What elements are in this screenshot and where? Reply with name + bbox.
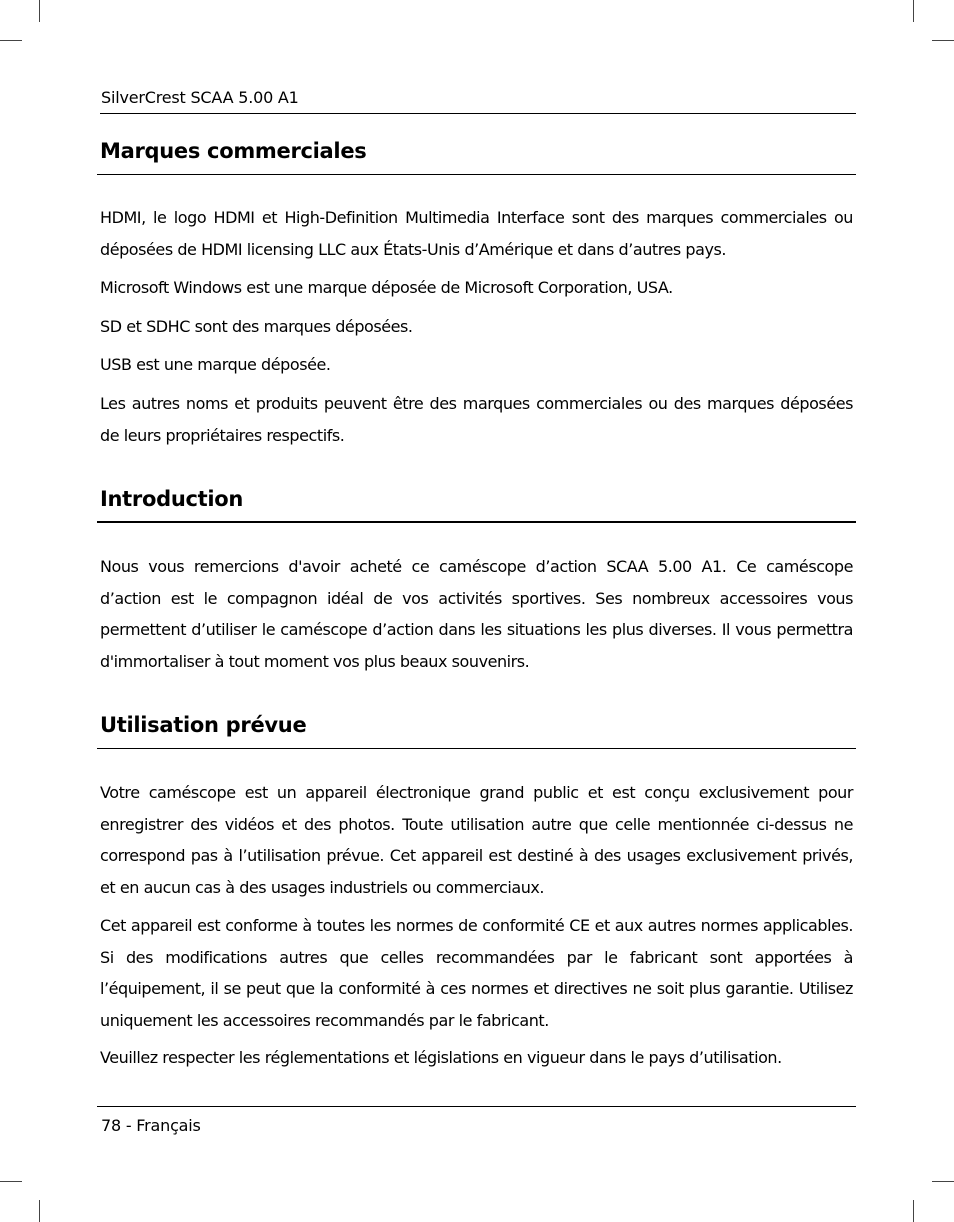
trademarks-paragraph-hdmi: HDMI, le logo HDMI et High-Definition Multimedia Interface sont des marques commerciales ou déposées de HDMI licensing LLC aux États-Unis d’Amérique et dans d’autres pays. — [100, 208, 853, 259]
header-product-name: SilverCrest SCAA 5.00 A1 — [101, 88, 299, 107]
crop-mark-top-left-v — [39, 0, 40, 22]
intended-use-paragraph-conformity: Cet appareil est conforme à toutes les normes de conformité CE et aux autres normes applicables. Si des modifications autres que celles recommandées par le fabricant sont apportées à l’équipement, il se peut que la conformité à ces normes et directives ne soit plus garantie. Utilisez uniquement les accessoires recommandés par le fabricant. — [100, 916, 853, 1030]
trademarks-paragraph-others: Les autres noms et produits peuvent être des marques commerciales ou des marques déposées de leurs propriétaires respectifs. — [100, 394, 853, 445]
trademarks-paragraph-sd: SD et SDHC sont des marques déposées. — [100, 317, 413, 336]
section-rule-introduction — [97, 521, 856, 523]
section-title-introduction: Introduction — [100, 487, 244, 511]
section-title-trademarks: Marques commerciales — [100, 139, 367, 163]
page-header — [100, 86, 856, 114]
section-rule-trademarks — [97, 174, 856, 175]
introduction-paragraph: Nous vous remercions d'avoir acheté ce caméscope d’action SCAA 5.00 A1. Ce caméscope d’action est le compagnon idéal de vos activités sportives. Ses nombreux accessoires vous permettent d’utiliser le caméscope d’action dans les situations les plus diverses. Il vous permettra d'immortaliser à tout moment vos plus beaux souvenirs. — [100, 557, 853, 671]
crop-mark-top-right-v — [913, 0, 914, 22]
trademarks-paragraph-usb: USB est une marque déposée. — [100, 355, 331, 374]
section-rule-intended-use — [97, 748, 856, 749]
footer-page-label: 78 - Français — [101, 1116, 201, 1135]
intended-use-paragraph-regulations: Veuillez respecter les réglementations et législations en vigueur dans le pays d’utilisation. — [100, 1048, 782, 1067]
page-footer — [97, 1106, 856, 1137]
crop-mark-bottom-left-h — [0, 1181, 22, 1182]
crop-mark-top-left-h — [0, 40, 22, 41]
trademarks-paragraph-microsoft: Microsoft Windows est une marque déposée de Microsoft Corporation, USA. — [100, 278, 673, 297]
intended-use-paragraph-purpose: Votre caméscope est un appareil électronique grand public et est conçu exclusivement pour enregistrer des vidéos et des photos. Toute utilisation autre que celle mentionnée ci-dessus ne correspond pas à l’utilisation prévue. Cet appareil est destiné à des usages exclusivement privés, et en aucun cas à des usages industriels ou commerciaux. — [100, 783, 853, 897]
crop-mark-top-right-h — [932, 40, 954, 41]
crop-mark-bottom-right-h — [932, 1181, 954, 1182]
crop-mark-bottom-left-v — [39, 1200, 40, 1222]
crop-mark-bottom-right-v — [913, 1200, 914, 1222]
section-title-intended-use: Utilisation prévue — [100, 713, 307, 737]
